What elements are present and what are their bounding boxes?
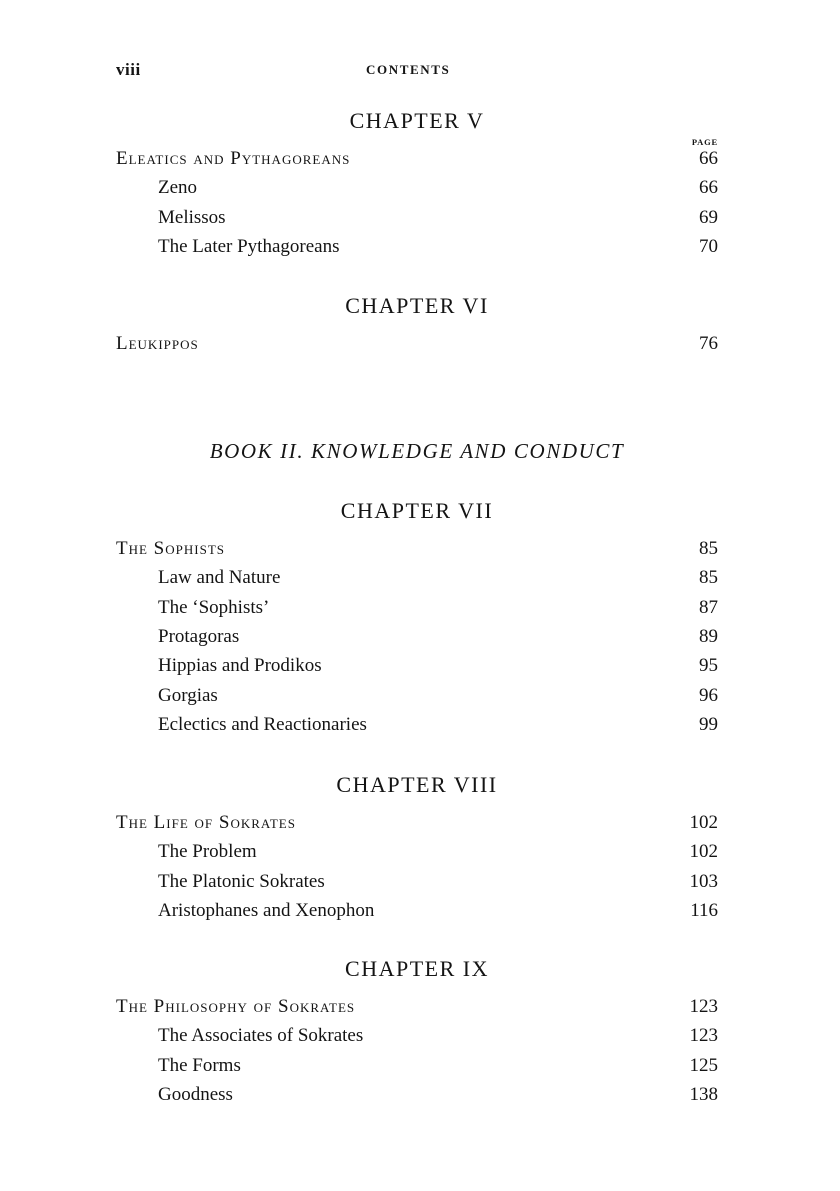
toc-section-entry [116, 897, 718, 925]
entry-page-number: 87 [699, 596, 718, 618]
entry-page-number: 99 [699, 713, 718, 735]
entry-page-number: 102 [689, 841, 718, 863]
entry-title: Zeno [158, 177, 198, 199]
entry-page-number: 125 [689, 1054, 718, 1076]
entry-page-number: 116 [690, 899, 718, 921]
toc-section-entry [116, 838, 718, 866]
entry-page-number: 103 [689, 870, 718, 892]
running-title: CONTENTS [366, 62, 451, 77]
entry-page-number: 85 [699, 538, 718, 559]
entry-title: Law and Nature [158, 567, 281, 589]
entry-title: The Sophists [116, 538, 225, 559]
entry-page-number: 85 [699, 567, 718, 589]
toc-chapter-entry [116, 145, 718, 173]
entry-page-number: 66 [699, 148, 718, 169]
toc-section-entry [116, 174, 718, 202]
entry-page-number: 95 [699, 655, 718, 677]
toc-section-entry [116, 1081, 718, 1109]
toc-section-entry [116, 711, 718, 739]
toc-section-entry [116, 204, 718, 232]
toc-section-entry [116, 1052, 718, 1080]
chapter-heading: CHAPTER VII [340, 498, 494, 523]
entry-title: The Forms [158, 1054, 241, 1076]
toc-section-entry [116, 594, 718, 622]
page-column-label: PAGE [691, 137, 718, 147]
entry-title: Protagoras [158, 625, 240, 647]
entry-title: Eclectics and Reactionaries [158, 713, 367, 735]
entry-page-number: 96 [699, 684, 718, 706]
entry-title: The Problem [158, 841, 257, 863]
running-head [116, 60, 720, 82]
entry-page-number: 70 [699, 235, 718, 257]
toc-section-entry [116, 623, 718, 651]
book-heading: BOOK II. KNOWLEDGE AND CONDUCT [209, 439, 625, 463]
entry-title: Gorgias [158, 684, 218, 706]
entry-page-number: 138 [689, 1083, 718, 1105]
entry-page-number: 123 [689, 1025, 718, 1047]
entry-title: Eleatics and Pythagoreans [116, 148, 351, 169]
toc-chapter-entry [116, 330, 718, 358]
entry-title: Hippias and Prodikos [158, 655, 322, 677]
entry-title: Leukippos [116, 333, 199, 354]
entry-title: Aristophanes and Xenophon [158, 899, 375, 921]
toc-section-entry [116, 682, 718, 710]
chapter-heading: CHAPTER V [349, 108, 485, 133]
entry-title: Goodness [158, 1083, 233, 1105]
toc-chapter-entry [116, 809, 718, 837]
toc-section-entry [116, 1022, 718, 1050]
toc-section-entry [116, 652, 718, 680]
toc-chapter-entry [116, 535, 718, 563]
entry-page-number: 66 [699, 177, 718, 199]
entry-page-number: 76 [699, 333, 718, 354]
entry-title: The Platonic Sokrates [158, 870, 325, 892]
entry-page-number: 69 [699, 206, 718, 228]
chapter-heading: CHAPTER VIII [336, 772, 498, 797]
entry-page-number: 89 [699, 625, 718, 647]
entry-title: The Later Pythagoreans [158, 235, 340, 257]
entry-title: The Philosophy of Sokrates [116, 996, 356, 1017]
chapter-heading: CHAPTER VI [345, 293, 489, 318]
entry-page-number: 123 [689, 996, 718, 1017]
entry-title: Melissos [158, 206, 226, 228]
toc-section-entry [116, 868, 718, 896]
toc-chapter-entry [116, 993, 718, 1021]
entry-title: The Associates of Sokrates [158, 1025, 364, 1047]
toc-section-entry [116, 564, 718, 592]
entry-title: The ‘Sophists’ [158, 596, 270, 618]
toc-section-entry [116, 233, 718, 261]
page-folio: viii [116, 60, 141, 79]
entry-page-number: 102 [689, 812, 718, 833]
entry-title: The Life of Sokrates [116, 812, 296, 833]
chapter-heading: CHAPTER IX [345, 956, 489, 981]
